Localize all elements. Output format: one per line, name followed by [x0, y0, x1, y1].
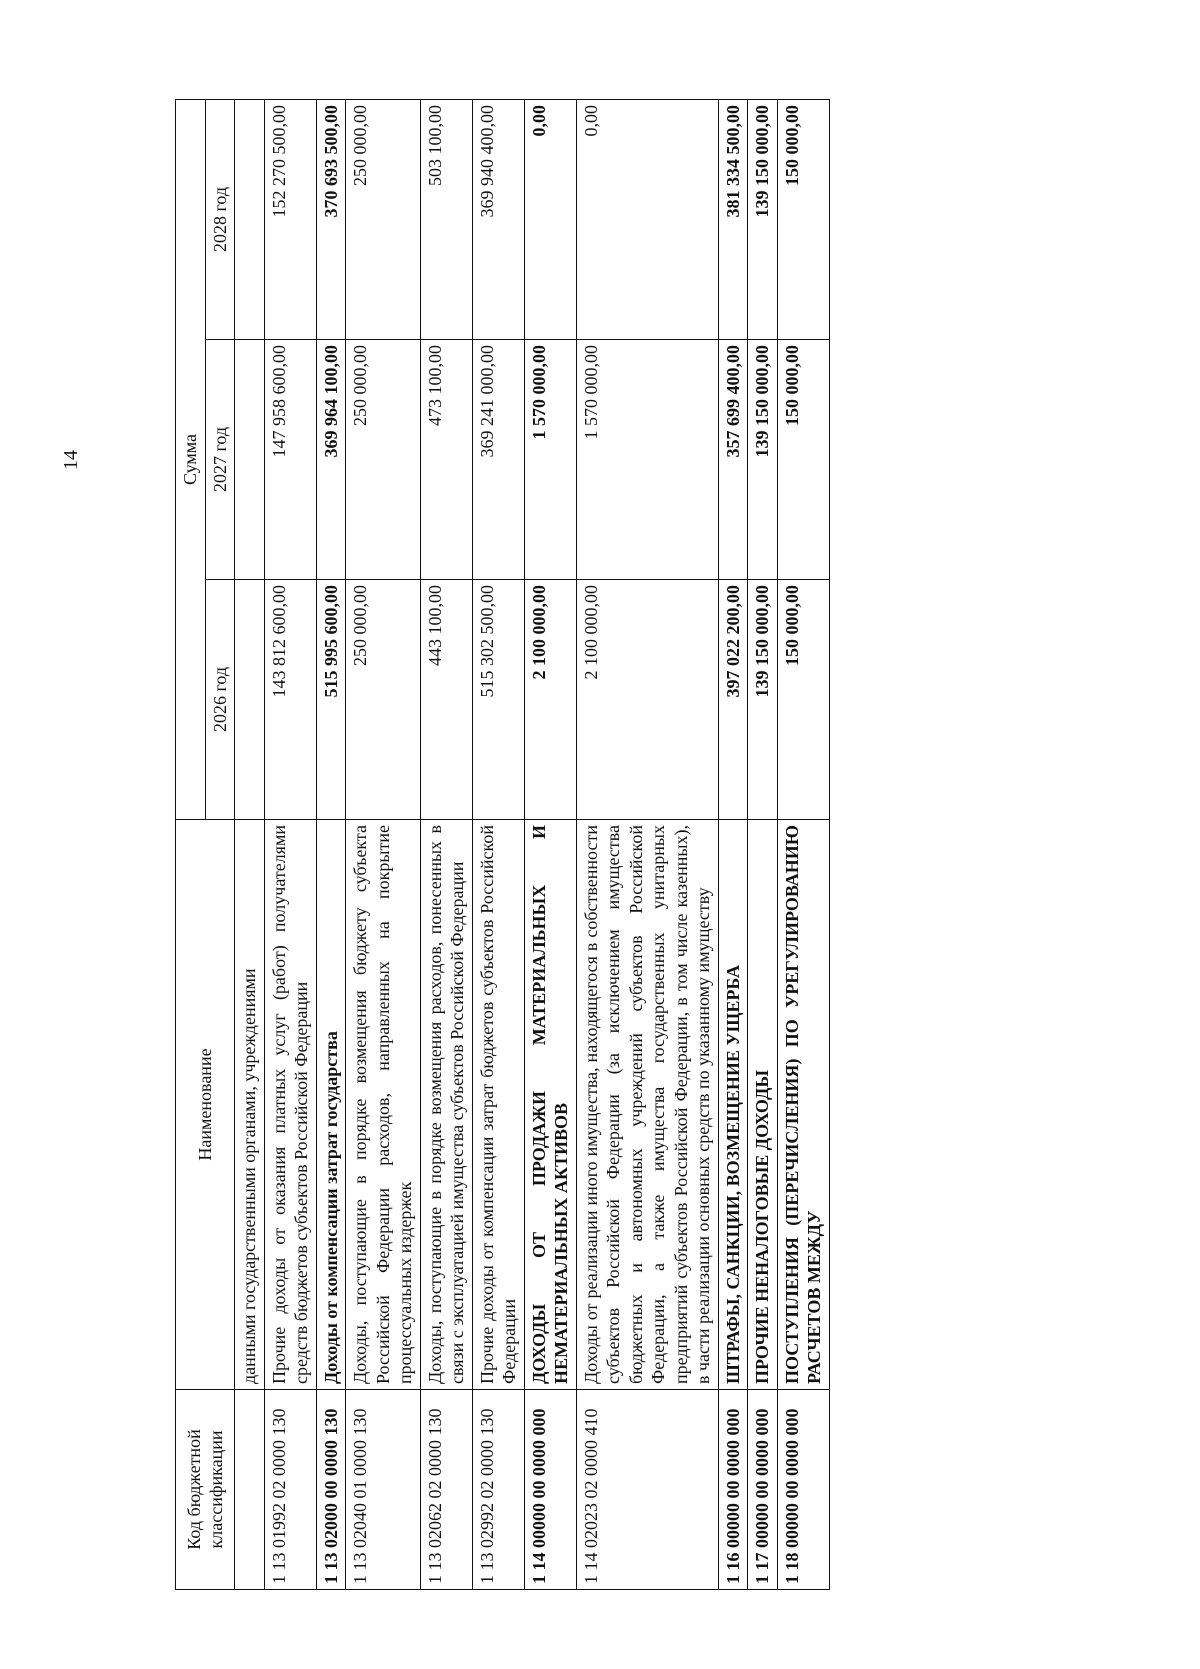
cell-2026: 515 995 600,00: [316, 580, 346, 820]
cell-2028: 250 000,00: [346, 100, 421, 340]
cell-name: Прочие доходы от компенсации затрат бюджетов субъектов Российской Федерации: [472, 820, 524, 1390]
cell-name: данными государственными органами, учреждениями: [235, 820, 265, 1390]
table-row: [524, 100, 576, 1590]
cell-2028: [235, 100, 265, 340]
cell-2026: 139 150 000,00: [748, 580, 778, 820]
cell-2026: [235, 580, 265, 820]
cell-2028: 0,00: [524, 100, 576, 340]
table-row: [472, 100, 524, 1590]
cell-2028: 152 270 500,00: [264, 100, 316, 340]
cell-name: ПРОЧИЕ НЕНАЛОГОВЫЕ ДОХОДЫ: [748, 820, 778, 1390]
cell-code: 1 18 00000 00 0000 000: [777, 1390, 829, 1590]
cell-name: ДОХОДЫ ОТ ПРОДАЖИ МАТЕРИАЛЬНЫХ И НЕМАТЕРИАЛЬНЫХ АКТИВОВ: [524, 820, 576, 1390]
header-name: Наименование: [176, 820, 235, 1390]
cell-code: 1 13 02062 02 0000 130: [420, 1390, 472, 1590]
cell-2027: 250 000,00: [346, 340, 421, 580]
cell-2026: 397 022 200,00: [718, 580, 748, 820]
table-row: [316, 100, 346, 1590]
cell-name: Доходы, поступающие в порядке возмещения расходов, понесенных в связи с эксплуатацией имущества субъектов Российской Федерации: [420, 820, 472, 1390]
cell-2028: 381 334 500,00: [718, 100, 748, 340]
cell-name: ПОСТУПЛЕНИЯ (ПЕРЕЧИСЛЕНИЯ) ПО УРЕГУЛИРОВАНИЮ РАСЧЕТОВ МЕЖДУ: [777, 820, 829, 1390]
cell-2026: 2 100 000,00: [576, 580, 718, 820]
cell-name: ШТРАФЫ, САНКЦИИ, ВОЗМЕЩЕНИЕ УЩЕРБА: [718, 820, 748, 1390]
header-year-2027: 2027 год: [205, 340, 235, 580]
cell-code: 1 13 02040 01 0000 130: [346, 1390, 421, 1590]
cell-code: 1 13 01992 02 0000 130: [264, 1390, 316, 1590]
cell-name: Доходы от реализации иного имущества, находящегося в собственности субъектов Российской Федерации (за исключением имущества бюджетных и автономных учреждений субъектов Российской Федерации, а также имущества государственных унитарных предприятий субъектов Российской Федерации, в том числе казенных), в части реализации основных средств по указанному имуществу: [576, 820, 718, 1390]
cell-2026: 250 000,00: [346, 580, 421, 820]
budget-table: [175, 99, 830, 1590]
header-year-2028: 2028 год: [205, 100, 235, 340]
cell-2026: 2 100 000,00: [524, 580, 576, 820]
cell-name: Прочие доходы от оказания платных услуг (работ) получателями средств бюджетов субъектов Российской Федерации: [264, 820, 316, 1390]
cell-2026: 143 812 600,00: [264, 580, 316, 820]
header-code: Код бюджетной классификации: [176, 1390, 235, 1590]
cell-2028: 369 940 400,00: [472, 100, 524, 340]
table-row: [235, 100, 265, 1590]
header-year-2026: 2026 год: [205, 580, 235, 820]
page-number: 14: [60, 450, 82, 470]
table-row: [576, 100, 718, 1590]
cell-2028: 503 100,00: [420, 100, 472, 340]
header-sum: Сумма: [176, 100, 206, 820]
cell-code: 1 14 02023 02 0000 410: [576, 1390, 718, 1590]
cell-code: 1 13 02992 02 0000 130: [472, 1390, 524, 1590]
cell-2028: 150 000,00: [777, 100, 829, 340]
cell-2026: 443 100,00: [420, 580, 472, 820]
cell-code: [235, 1390, 265, 1590]
cell-2027: 369 241 000,00: [472, 340, 524, 580]
cell-2028: 139 150 000,00: [748, 100, 778, 340]
table-row: [420, 100, 472, 1590]
cell-2027: [235, 340, 265, 580]
cell-2026: 515 302 500,00: [472, 580, 524, 820]
rotated-page-content: [175, 100, 1055, 1590]
cell-2028: 0,00: [576, 100, 718, 340]
cell-2027: 150 000,00: [777, 340, 829, 580]
cell-2027: 147 958 600,00: [264, 340, 316, 580]
cell-2027: 1 570 000,00: [524, 340, 576, 580]
cell-2027: 1 570 000,00: [576, 340, 718, 580]
cell-2027: 357 699 400,00: [718, 340, 748, 580]
cell-name: Доходы от компенсации затрат государства: [316, 820, 346, 1390]
cell-code: 1 13 02000 00 0000 130: [316, 1390, 346, 1590]
cell-2027: 473 100,00: [420, 340, 472, 580]
table-body: [235, 100, 830, 1590]
table-row: [264, 100, 316, 1590]
table-row: [346, 100, 421, 1590]
cell-2026: 150 000,00: [777, 580, 829, 820]
cell-code: 1 16 00000 00 0000 000: [718, 1390, 748, 1590]
table-row: [777, 100, 829, 1590]
cell-code: 1 14 00000 00 0000 000: [524, 1390, 576, 1590]
cell-2028: 370 693 500,00: [316, 100, 346, 340]
cell-2027: 139 150 000,00: [748, 340, 778, 580]
cell-code: 1 17 00000 00 0000 000: [748, 1390, 778, 1590]
table-row: [748, 100, 778, 1590]
cell-2027: 369 964 100,00: [316, 340, 346, 580]
cell-name: Доходы, поступающие в порядке возмещения бюджету субъекта Российской Федерации расходов, направленных на покрытие процессуальных издержек: [346, 820, 421, 1390]
table-row: [718, 100, 748, 1590]
